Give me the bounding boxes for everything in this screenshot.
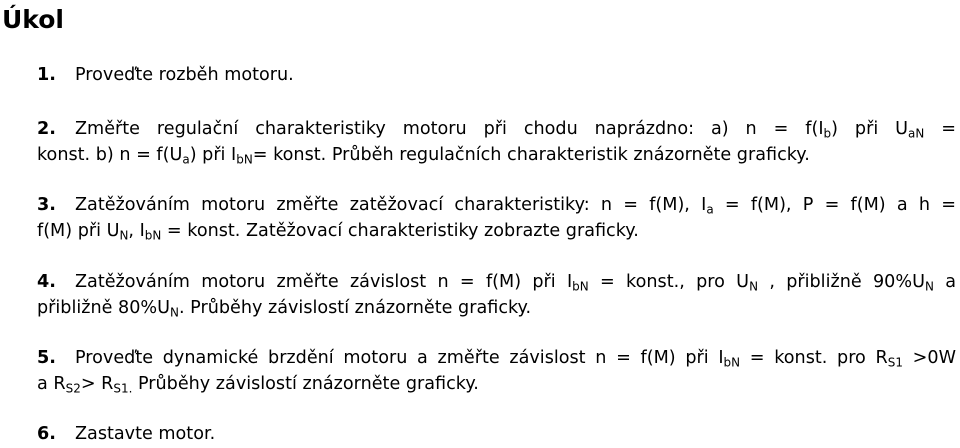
task-number: 1. [37, 65, 56, 85]
task-text: Proveďte rozběh motoru. [75, 65, 294, 85]
task-text: Zatěžováním motoru změřte závislost n = f(M) při $I_{bN}$ = konst., pro $U_N$ , přibližně $90\%U_N$ a [75, 272, 957, 294]
task-text-continued: konst. b) $n = f(U_a)$ při $I_{bN}=$ konst. Průběh regulačních charakteristik znázorněte graficky. [37, 144, 810, 166]
task-item-6 [37, 422, 956, 448]
task-number: 2. [37, 119, 56, 139]
task-text: Zastavte motor. [75, 424, 216, 444]
task-number: 6. [37, 424, 56, 444]
task-item-5 [37, 346, 956, 397]
task-text: Proveďte dynamické brzdění motoru a změřte závislost n = f(M) při $I_{bN}$ = konst. pro $R_{S1} >0W$ [75, 348, 956, 370]
task-text: Zatěžováním motoru změřte zatěžovací charakteristiky: n = f(M), $I_a = f(M)$, P = f(M) a h = [75, 195, 956, 217]
task-text-continued: f(M) při $U_N$, $I_{bN}$ = konst. Zatěžovací charakteristiky zobrazte graficky. [37, 220, 639, 242]
page-title: Úkol [2, 5, 64, 34]
task-item-2 [37, 117, 956, 168]
task-text-continued: přibližně $80\%U_N$. Průběhy závislostí znázorněte graficky. [37, 297, 532, 319]
task-text: Změřte regulační charakteristiky motoru při chodu naprázdno: a) $n = f(I_b)$ při $U_{aN}$ = [75, 119, 957, 141]
task-text-continued: a $R_{S2}> R_{S1.}$ Průběhy závislostí znázorněte graficky. [37, 373, 479, 395]
task-item-3 [37, 193, 956, 244]
task-number: 4. [37, 272, 56, 292]
task-item-4 [37, 270, 956, 321]
task-item-1 [37, 63, 956, 89]
task-number: 3. [37, 195, 56, 215]
task-number: 5. [37, 348, 56, 368]
